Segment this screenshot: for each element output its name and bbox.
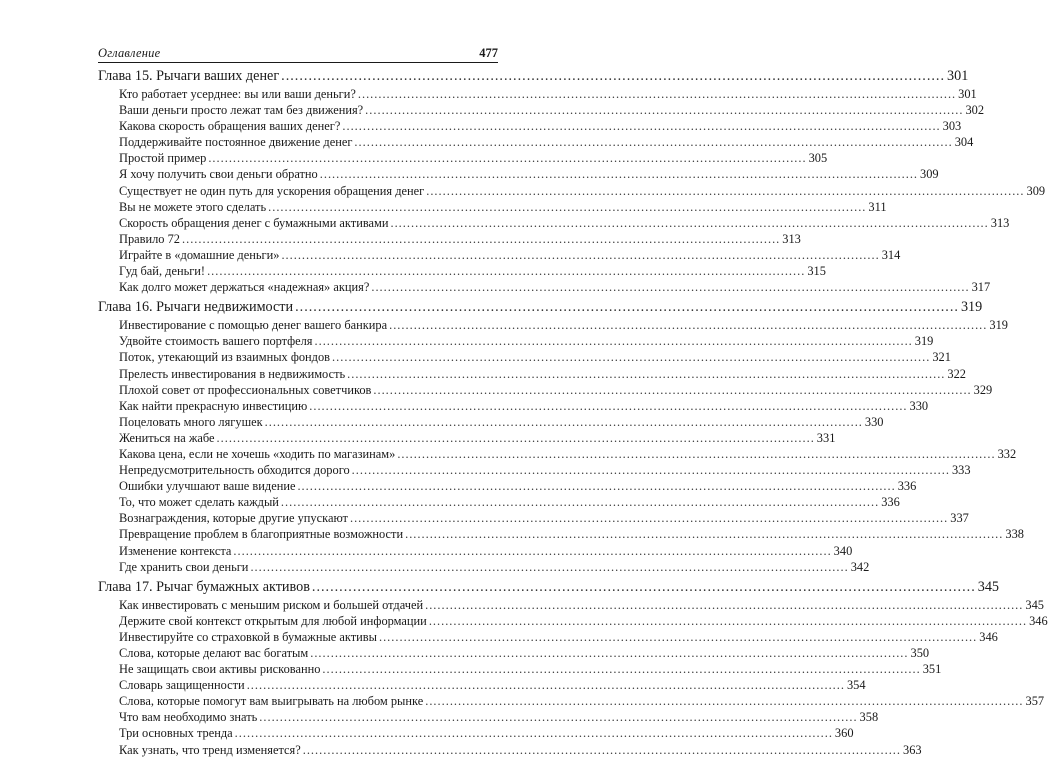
toc-entry[interactable]: [98, 646, 930, 662]
chapter-page-number: 319: [960, 299, 983, 316]
dot-leader: [373, 383, 971, 398]
entry-page-number: 313: [782, 231, 801, 246]
toc-entry[interactable]: [98, 366, 966, 383]
entry-title: То, что может сделать каждый: [119, 495, 279, 510]
toc-entry[interactable]: [98, 215, 1010, 232]
entry-title: Как узнать, что тренд изменяется?: [119, 742, 301, 757]
entry-title: Инвестирование с помощью денег вашего банкира: [119, 318, 388, 333]
entry-title: Слова, которые делают вас богатым: [119, 646, 309, 660]
toc-entry[interactable]: [98, 527, 1024, 543]
dot-leader: [312, 579, 976, 596]
toc-entry[interactable]: [98, 446, 1017, 463]
entry-page-number: 330: [864, 414, 884, 429]
entry-page-number: 309: [1026, 183, 1046, 198]
toc-entry[interactable]: [98, 199, 887, 216]
dot-leader: [259, 710, 857, 725]
dot-leader: [371, 280, 969, 295]
entry-title: Поток, утекающий из взаимных фондов: [119, 350, 331, 365]
dot-leader: [347, 367, 945, 382]
dot-leader: [426, 184, 1024, 199]
entry-page-number: 350: [910, 646, 930, 660]
dot-leader: [320, 167, 918, 182]
entry-page-number: 329: [973, 382, 993, 397]
entry-title: Не защищать свои активы рискованно: [119, 662, 321, 677]
chapter-heading[interactable]: [98, 299, 983, 318]
dot-leader: [207, 264, 805, 279]
entry-title: Какова цена, если не хочешь «ходить по магазинам»: [119, 446, 396, 461]
toc-entry[interactable]: [98, 495, 900, 511]
toc-entry[interactable]: [98, 710, 879, 726]
toc-entry[interactable]: [98, 398, 929, 415]
entry-title: Как инвестировать с меньшим риском и большей отдачей: [119, 597, 424, 612]
dot-leader: [268, 200, 866, 215]
entry-title: Скорость обращения денег с бумажными активами: [119, 215, 389, 230]
chapter-page-number: 345: [977, 578, 1000, 595]
dot-leader: [354, 135, 952, 150]
entry-page-number: 331: [816, 430, 836, 445]
toc-entry[interactable]: [98, 430, 836, 447]
toc-entry[interactable]: [98, 629, 998, 646]
toc-entry[interactable]: [98, 87, 977, 103]
entry-title: Держите свой контекст открытым для любой информации: [119, 613, 427, 628]
toc-entry[interactable]: [98, 231, 801, 248]
entry-title: Гуд бай, деньги!: [119, 264, 206, 279]
chapter-page-number: 301: [947, 68, 969, 84]
entry-title: Играйте в «домашние деньги»: [119, 247, 280, 262]
entry-title: Удвойте стоимость вашего портфеля: [119, 334, 313, 349]
entry-page-number: 333: [951, 463, 971, 478]
toc-entry[interactable]: [98, 382, 993, 399]
toc-entry[interactable]: [98, 463, 971, 479]
dot-leader: [295, 299, 959, 316]
entry-page-number: 302: [965, 103, 985, 118]
dot-leader: [425, 694, 1023, 709]
toc-entry[interactable]: [98, 479, 917, 495]
toc-entry[interactable]: [98, 511, 969, 527]
entry-title: Непредусмотрительность обходится дорого: [119, 463, 350, 478]
entry-page-number: 321: [932, 350, 951, 365]
entry-page-number: 301: [958, 87, 977, 101]
entry-page-number: 342: [850, 559, 870, 574]
dot-leader: [281, 248, 879, 263]
entry-page-number: 337: [950, 511, 969, 526]
toc-entry[interactable]: [98, 597, 1044, 614]
toc-entry[interactable]: [98, 742, 922, 759]
dot-leader: [352, 463, 950, 478]
dot-leader: [265, 415, 863, 430]
dot-leader: [397, 447, 995, 462]
entry-page-number: 319: [989, 318, 1008, 333]
chapter-title: Глава 17. Рычаг бумажных активов: [98, 578, 310, 595]
toc-entry[interactable]: [98, 318, 1008, 334]
toc-entry[interactable]: [98, 613, 1048, 630]
dot-leader: [350, 511, 948, 526]
toc-entry[interactable]: [98, 103, 985, 119]
dot-leader: [250, 560, 848, 575]
dot-leader: [390, 216, 988, 231]
entry-title: Жениться на жабе: [119, 430, 215, 445]
dot-leader: [235, 726, 833, 741]
entry-page-number: 340: [833, 543, 853, 558]
entry-title: Где хранить свои деньги: [119, 559, 249, 574]
toc-entry[interactable]: [98, 119, 962, 135]
entry-title: Правило 72: [119, 231, 180, 246]
entry-page-number: 322: [947, 366, 966, 381]
entry-title: Превращение проблем в благоприятные возможности: [119, 527, 404, 542]
entry-page-number: 330: [909, 398, 929, 413]
entry-page-number: 336: [897, 479, 917, 494]
entry-page-number: 345: [1025, 597, 1044, 612]
entry-title: Изменение контекста: [119, 543, 232, 558]
toc-entry[interactable]: [98, 543, 853, 560]
chapter-heading[interactable]: [98, 578, 1000, 598]
dot-leader: [303, 743, 901, 758]
entry-title: Что вам необходимо знать: [119, 710, 258, 725]
entry-title: Прелесть инвестирования в недвижимость: [119, 366, 346, 381]
entry-page-number: 338: [1005, 527, 1024, 542]
entry-page-number: 336: [881, 495, 900, 510]
dot-leader: [322, 662, 920, 677]
toc-entry[interactable]: [98, 151, 828, 167]
dot-leader: [247, 678, 845, 693]
toc-entry[interactable]: [98, 726, 854, 742]
entry-title: Поцеловать много лягушек: [119, 414, 263, 429]
entry-page-number: 319: [914, 334, 934, 349]
chapter-title: Глава 16. Рычаги недвижимости: [98, 299, 294, 316]
dot-leader: [379, 630, 977, 645]
dot-leader: [332, 350, 930, 365]
entry-title: Три основных тренда: [119, 726, 233, 741]
toc-entry[interactable]: [98, 334, 934, 350]
dot-leader: [429, 614, 1027, 629]
dot-leader: [365, 103, 963, 118]
toc-entry[interactable]: [98, 135, 974, 151]
dot-leader: [425, 598, 1023, 613]
entry-title: Ваши деньги просто лежат там без движения?: [119, 103, 364, 118]
entry-title: Существует не один путь для ускорения обращения денег: [119, 183, 425, 198]
dot-leader: [217, 431, 815, 446]
toc-entry[interactable]: [98, 167, 939, 183]
entry-page-number: 357: [1025, 694, 1045, 709]
entry-page-number: 314: [881, 247, 901, 262]
chapter-title: Глава 15. Рычаги ваших денег: [98, 68, 280, 84]
entry-title: Вознаграждения, которые другие упускают: [119, 511, 348, 526]
entry-page-number: 305: [808, 151, 828, 166]
entry-page-number: 351: [922, 662, 942, 677]
dot-leader: [233, 544, 831, 559]
toc-entry[interactable]: [98, 662, 942, 678]
entry-page-number: 315: [807, 264, 826, 279]
toc-entry[interactable]: [98, 678, 866, 694]
dot-leader: [281, 495, 879, 510]
toc-entry[interactable]: [98, 280, 991, 296]
entry-title: Инвестируйте со страховкой в бумажные активы: [119, 629, 377, 644]
running-head-page-number: 477: [479, 46, 498, 60]
dot-leader: [281, 68, 945, 85]
entry-page-number: 346: [979, 629, 998, 644]
dot-leader: [315, 334, 913, 349]
entry-title: Я хочу получить свои деньги обратно: [119, 167, 318, 182]
entry-title: Как долго может держаться «надежная» акция?: [119, 280, 370, 295]
entry-page-number: 313: [990, 215, 1010, 230]
entry-title: Вы не можете этого сделать: [119, 199, 267, 214]
toc-entry[interactable]: [98, 414, 884, 431]
toc-entry[interactable]: [98, 183, 1046, 200]
entry-title: Плохой совет от профессиональных советчиков: [119, 382, 372, 397]
toc-entry[interactable]: [98, 350, 951, 366]
dot-leader: [342, 119, 940, 134]
toc-entry[interactable]: [98, 694, 1045, 710]
running-head-section: Оглавление: [98, 46, 161, 60]
entry-page-number: 354: [846, 678, 866, 693]
entry-page-number: 360: [834, 726, 854, 741]
entry-title: Слова, которые помогут вам выигрывать на любом рынке: [119, 694, 424, 709]
toc-entry[interactable]: [98, 247, 901, 264]
dot-leader: [182, 232, 780, 247]
dot-leader: [208, 151, 806, 166]
entry-title: Словарь защищенности: [119, 678, 245, 693]
entry-title: Какова скорость обращения ваших денег?: [119, 119, 341, 134]
dot-leader: [297, 479, 895, 494]
dot-leader: [405, 527, 1003, 542]
entry-page-number: 346: [1029, 613, 1048, 628]
dot-leader: [389, 318, 987, 333]
entry-page-number: 309: [920, 167, 939, 182]
chapter-heading[interactable]: [98, 68, 969, 87]
toc-entry[interactable]: [98, 559, 870, 576]
dot-leader: [358, 87, 956, 102]
dot-leader: [309, 399, 907, 414]
entry-page-number: 363: [903, 742, 922, 757]
entry-title: Как найти прекрасную инвестицию: [119, 398, 308, 413]
entry-title: Простой пример: [119, 151, 207, 166]
dot-leader: [310, 646, 908, 661]
page-header: [98, 46, 498, 63]
entry-page-number: 358: [859, 710, 879, 725]
entry-page-number: 317: [971, 280, 991, 295]
entry-page-number: 304: [954, 135, 974, 150]
entry-page-number: 303: [942, 119, 962, 134]
entry-title: Ошибки улучшают ваше видение: [119, 479, 296, 494]
entry-page-number: 311: [868, 199, 887, 214]
entry-title: Поддерживайте постоянное движение денег: [119, 135, 353, 150]
entry-page-number: 332: [997, 446, 1017, 461]
table-of-contents: [98, 68, 1048, 759]
toc-entry[interactable]: [98, 264, 826, 280]
entry-title: Кто работает усерднее: вы или ваши деньги?: [119, 87, 356, 101]
